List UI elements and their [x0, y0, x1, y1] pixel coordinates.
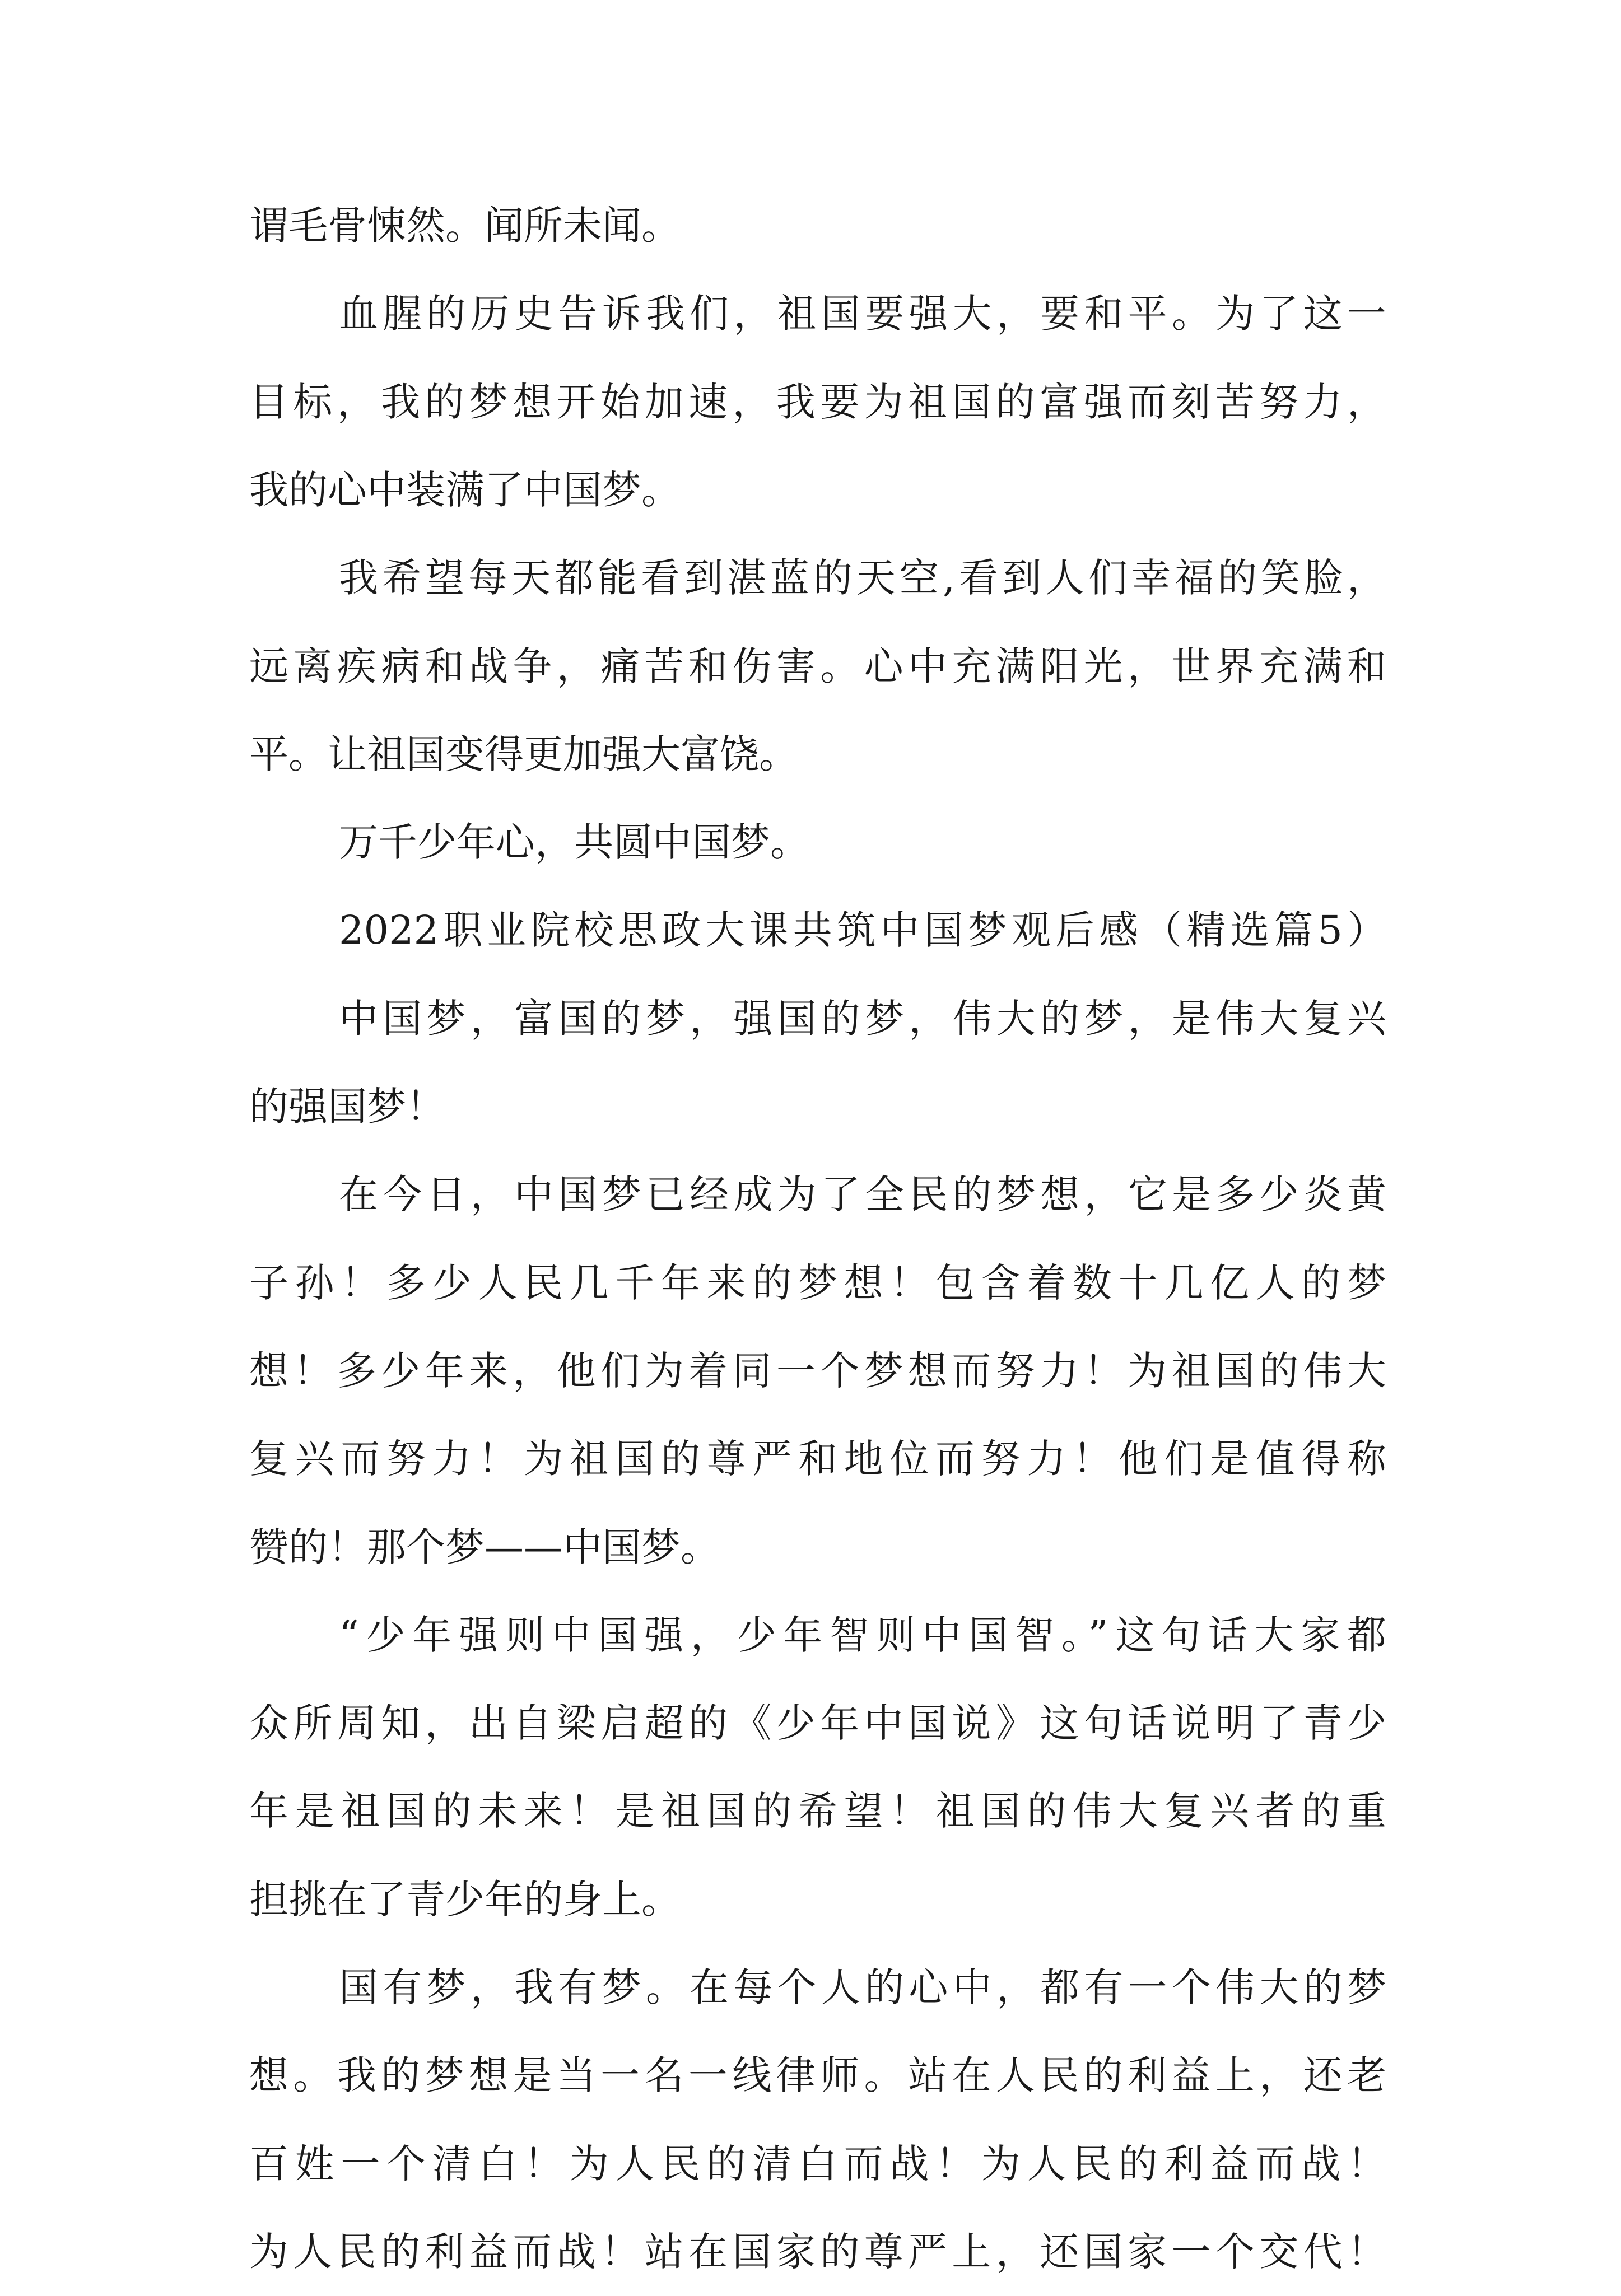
text-line: 子孙！多少人民几千年来的梦想！包含着数十几亿人的梦 — [249, 1260, 1386, 1306]
text-line: 平。让祖国变得更加强大富饶。 — [249, 731, 798, 777]
text-line: 百姓一个清白！为人民的清白而战！为人民的利益而战！ — [249, 2141, 1386, 2187]
text-line: 赞的！那个梦——中国梦。 — [249, 1524, 720, 1570]
text-line: 的强国梦！ — [249, 1084, 445, 1130]
text-line: 我的心中装满了中国梦。 — [249, 467, 681, 513]
text-line: 为人民的利益而战！站在国家的尊严上，还国家一个交代！ — [249, 2229, 1386, 2275]
text-line: 中国梦，富国的梦，强国的梦，伟大的梦，是伟大复兴 — [339, 996, 1386, 1042]
text-line: 远离疾病和战争，痛苦和伤害。心中充满阳光，世界充满和 — [249, 643, 1386, 689]
text-line: 想。我的梦想是当一名一线律师。站在人民的利益上，还老 — [249, 2052, 1386, 2098]
text-line: 年是祖国的未来！是祖国的希望！祖国的伟大复兴者的重 — [249, 1788, 1386, 1834]
text-line: 国有梦，我有梦。在每个人的心中，都有一个伟大的梦 — [339, 1964, 1386, 2010]
text-line: 在今日，中国梦已经成为了全民的梦想，它是多少炎黄 — [339, 1172, 1386, 1217]
text-line: 我希望每天都能看到湛蓝的天空,看到人们幸福的笑脸， — [339, 555, 1386, 601]
text-line: 想！多少年来，他们为着同一个梦想而努力！为祖国的伟大 — [249, 1348, 1386, 1394]
text-line: 万千少年心，共圆中国梦。 — [339, 819, 809, 865]
text-line: “少年强则中国强，少年智则中国智。”这句话大家都 — [339, 1612, 1386, 1658]
text-line: 目标，我的梦想开始加速，我要为祖国的富强而刻苦努力， — [249, 379, 1386, 425]
section-title: 2022职业院校思政大课共筑中国梦观后感（精选篇5） — [339, 907, 1386, 953]
text-line: 血腥的历史告诉我们，祖国要强大，要和平。为了这一 — [339, 291, 1386, 337]
text-line: 众所周知，出自梁启超的《少年中国说》这句话说明了青少 — [249, 1700, 1386, 1746]
text-line: 复兴而努力！为祖国的尊严和地位而努力！他们是值得称 — [249, 1436, 1386, 1482]
text-line: 谓毛骨悚然。闻所未闻。 — [249, 203, 681, 249]
text-line: 担挑在了青少年的身上。 — [249, 1877, 681, 1922]
